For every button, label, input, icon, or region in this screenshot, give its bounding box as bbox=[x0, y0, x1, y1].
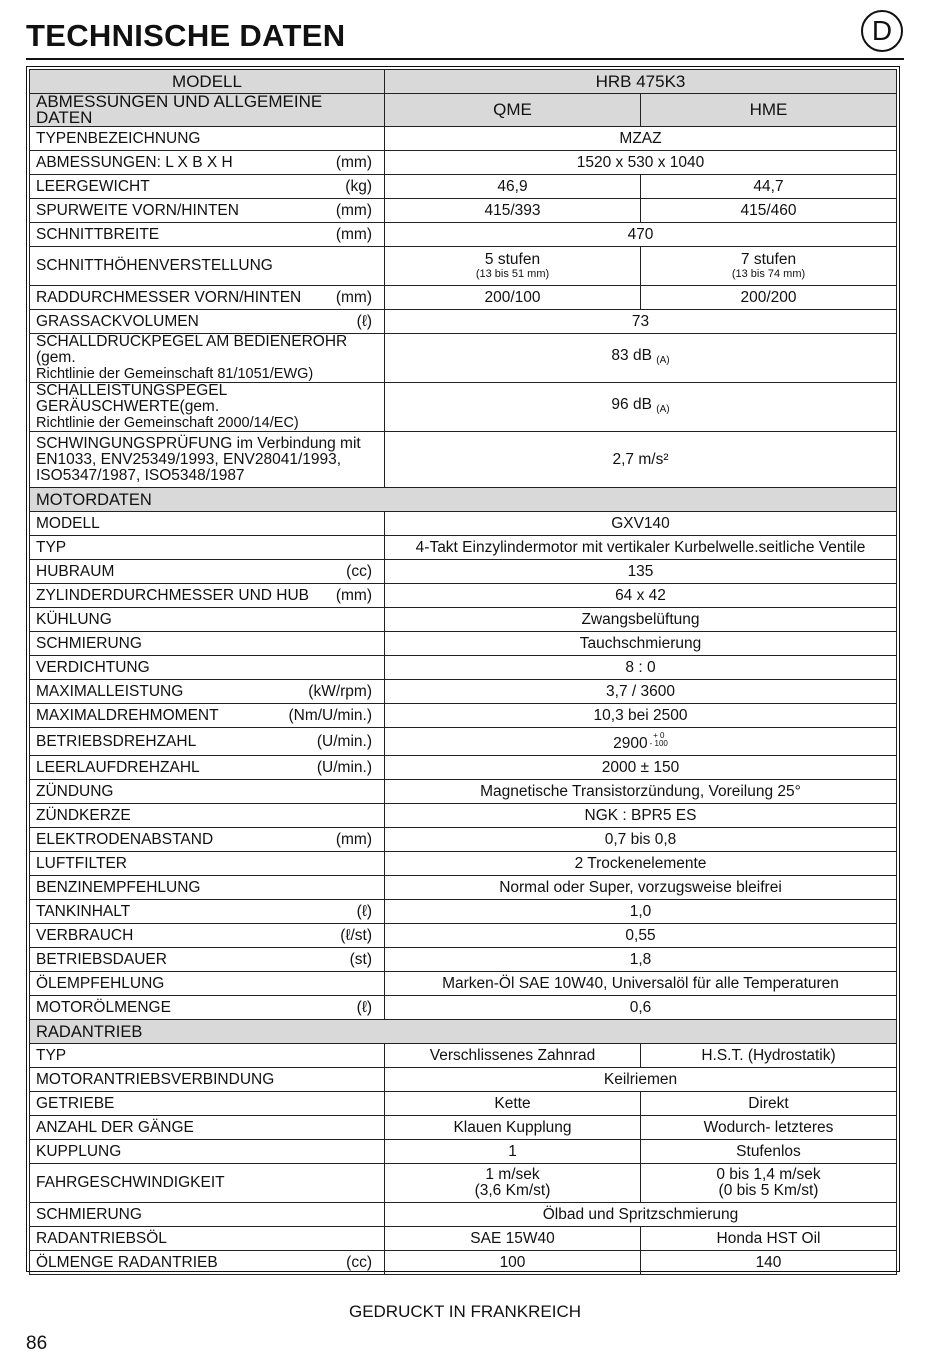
row-label: ABMESSUNGEN: L X B X H bbox=[36, 153, 233, 171]
row-value: 2,7 m/s² bbox=[385, 432, 897, 488]
row-value-unit: (A) bbox=[656, 403, 670, 415]
row-label-sub: Richtlinie der Gemeinschaft 81/1051/EWG) bbox=[36, 366, 314, 382]
row-label: TYPENBEZEICHNUNG bbox=[30, 127, 385, 151]
table-row bbox=[30, 1140, 897, 1164]
row-unit: (cc) bbox=[346, 562, 372, 580]
row-value: 73 bbox=[385, 310, 897, 334]
table-row bbox=[30, 972, 897, 996]
row-value-qme: Kette bbox=[385, 1092, 641, 1116]
row-value-qme-sub: (3,6 Km/st) bbox=[474, 1182, 551, 1199]
row-value-qme: 1 bbox=[385, 1140, 641, 1164]
row-label: TANKINHALT bbox=[36, 902, 131, 920]
row-label: GRASSACKVOLUMEN bbox=[36, 312, 199, 330]
row-label: SCHMIERUNG bbox=[36, 634, 142, 652]
row-value: 8 : 0 bbox=[385, 656, 897, 680]
row-value: 3,7 / 3600 bbox=[385, 680, 897, 704]
row-label: LEERGEWICHT bbox=[36, 177, 150, 195]
row-label: TYP bbox=[30, 1044, 385, 1068]
spec-table bbox=[29, 69, 897, 1275]
row-label: ELEKTRODENABSTAND bbox=[36, 830, 214, 848]
tolerance-minus: - 100 bbox=[649, 738, 668, 748]
row-subvalue-hme: (13 bis 74 mm) bbox=[731, 268, 806, 280]
row-label: SCHWINGUNGSPRÜFUNG im Verbindung mit bbox=[36, 434, 361, 452]
table-row bbox=[30, 223, 897, 247]
row-label: SCHNITTHÖHENVERSTELLUNG bbox=[30, 247, 385, 286]
table-row bbox=[30, 175, 897, 199]
row-label: SCHNITTBREITE bbox=[36, 225, 160, 243]
row-value: 0,7 bis 0,8 bbox=[385, 828, 897, 852]
row-value: Magnetische Transistorzündung, Voreilung 25° bbox=[385, 780, 897, 804]
table-row bbox=[30, 1092, 897, 1116]
table-row bbox=[30, 780, 897, 804]
table-row bbox=[30, 852, 897, 876]
table-row bbox=[30, 1068, 897, 1092]
column-hme: HME bbox=[641, 94, 897, 127]
motor-rows-2 bbox=[30, 756, 897, 1020]
table-row bbox=[30, 127, 897, 151]
table-row bbox=[30, 383, 897, 432]
row-value: 2900 bbox=[613, 734, 648, 752]
section-motor-label: MOTORDATEN bbox=[30, 488, 897, 512]
row-value: 10,3 bei 2500 bbox=[385, 704, 897, 728]
table-row bbox=[30, 199, 897, 223]
row-value: NGK : BPR5 ES bbox=[385, 804, 897, 828]
table-subheader-row bbox=[30, 94, 897, 127]
header-modell-value: HRB 475K3 bbox=[385, 70, 897, 94]
row-value: 83 dB bbox=[611, 346, 652, 364]
row-unit: (kg) bbox=[345, 177, 372, 195]
row-value-hme: 140 bbox=[641, 1251, 897, 1275]
row-value: 470 bbox=[385, 223, 897, 247]
row-subvalue-qme: (13 bis 51 mm) bbox=[475, 268, 550, 280]
row-label: SCHMIERUNG bbox=[30, 1203, 385, 1227]
table-row bbox=[30, 828, 897, 852]
row-value-hme: 44,7 bbox=[641, 175, 897, 199]
row-value: 2000 ± 150 bbox=[385, 756, 897, 780]
row-value-hme: Direkt bbox=[641, 1092, 897, 1116]
table-row bbox=[30, 680, 897, 704]
table-row bbox=[30, 334, 897, 383]
row-label: LEERLAUFDREHZAHL bbox=[36, 758, 200, 776]
table-row bbox=[30, 536, 897, 560]
row-unit: (mm) bbox=[335, 201, 372, 219]
row-value-unit: (A) bbox=[656, 354, 670, 366]
page-title: TECHNISCHE DATEN bbox=[26, 18, 346, 53]
row-label: SCHALLEISTUNGSPEGEL GERÄUSCHWERTE(gem. bbox=[36, 382, 227, 415]
table-row bbox=[30, 247, 897, 286]
row-label-sub: Richtlinie der Gemeinschaft 2000/14/EC) bbox=[36, 415, 299, 431]
table-row bbox=[30, 512, 897, 536]
row-label: ZÜNDKERZE bbox=[36, 806, 131, 824]
row-label: BETRIEBSDREHZAHL bbox=[36, 732, 197, 750]
table-row bbox=[30, 310, 897, 334]
section-row-motor bbox=[30, 488, 897, 512]
row-unit: (mm) bbox=[335, 830, 372, 848]
table-row bbox=[30, 948, 897, 972]
section-row-drive bbox=[30, 1020, 897, 1044]
table-row bbox=[30, 1227, 897, 1251]
table-row bbox=[30, 656, 897, 680]
table-row bbox=[30, 756, 897, 780]
language-badge: D bbox=[861, 10, 903, 52]
row-label: FAHRGESCHWINDIGKEIT bbox=[30, 1164, 385, 1203]
table-row bbox=[30, 632, 897, 656]
footer-printed-in: GEDRUCKT IN FRANKREICH bbox=[348, 1302, 582, 1321]
row-label: MOTORÖLMENGE bbox=[36, 998, 171, 1016]
row-label: ZYLINDERDURCHMESSER UND HUB bbox=[36, 586, 309, 604]
row-unit: (Nm/U/min.) bbox=[288, 706, 372, 724]
row-value: 4-Takt Einzylindermotor mit vertikaler Kurbelwelle.seitliche Ventile bbox=[385, 536, 897, 560]
table-row bbox=[30, 996, 897, 1020]
row-label-line2: EN1033, ENV25349/1993, ENV28041/1993, bbox=[36, 450, 342, 468]
row-unit: (kW/rpm) bbox=[308, 682, 372, 700]
spec-table-frame bbox=[26, 66, 900, 1272]
row-value-hme: 7 stufen bbox=[740, 251, 797, 268]
row-value-hme: H.S.T. (Hydrostatik) bbox=[641, 1044, 897, 1068]
header-modell-label: MODELL bbox=[30, 70, 385, 94]
row-label: BETRIEBSDAUER bbox=[36, 950, 167, 968]
row-value-qme: Verschlissenes Zahnrad bbox=[385, 1044, 641, 1068]
row-value: 0,6 bbox=[385, 996, 897, 1020]
row-label: MODELL bbox=[36, 514, 100, 532]
row-unit: (mm) bbox=[335, 225, 372, 243]
motor-rows bbox=[30, 512, 897, 728]
row-unit: (U/min.) bbox=[316, 732, 372, 750]
row-label: VERDICHTUNG bbox=[36, 658, 150, 676]
row-unit: (mm) bbox=[335, 288, 372, 306]
table-row bbox=[30, 1251, 897, 1275]
page-number: 86 bbox=[26, 1333, 48, 1354]
table-row bbox=[30, 704, 897, 728]
row-label: RADANTRIEBSÖL bbox=[30, 1227, 385, 1251]
row-unit: (mm) bbox=[335, 153, 372, 171]
row-label: MAXIMALLEISTUNG bbox=[36, 682, 184, 700]
row-unit: (cc) bbox=[346, 1253, 372, 1271]
row-label: RADDURCHMESSER VORN/HINTEN bbox=[36, 288, 302, 306]
table-row bbox=[30, 924, 897, 948]
table-row bbox=[30, 584, 897, 608]
table-row bbox=[30, 1116, 897, 1140]
table-header-row bbox=[30, 70, 897, 94]
row-value-hme-sub: (0 bis 5 Km/st) bbox=[718, 1182, 819, 1199]
row-unit: (ℓ) bbox=[356, 902, 372, 920]
table-row bbox=[30, 1164, 897, 1203]
section-general-label: ABMESSUNGEN UND ALLGEMEINE DATEN bbox=[30, 94, 385, 127]
row-value-hme: 200/200 bbox=[641, 286, 897, 310]
row-label: SCHALLDRUCKPEGEL AM BEDIENEROHR (gem. bbox=[36, 333, 348, 366]
table-row bbox=[30, 1044, 897, 1068]
table-row bbox=[30, 560, 897, 584]
table-row bbox=[30, 804, 897, 828]
row-value-hme: Honda HST Oil bbox=[641, 1227, 897, 1251]
row-value: Normal oder Super, vorzugsweise bleifrei bbox=[385, 876, 897, 900]
table-row bbox=[30, 286, 897, 310]
row-value: 1,0 bbox=[385, 900, 897, 924]
row-label: HUBRAUM bbox=[36, 562, 115, 580]
row-value: 0,55 bbox=[385, 924, 897, 948]
row-value-qme: 1 m/sek bbox=[485, 1166, 540, 1183]
row-value: 1,8 bbox=[385, 948, 897, 972]
row-unit: (mm) bbox=[335, 586, 372, 604]
row-value: 1520 x 530 x 1040 bbox=[385, 151, 897, 175]
row-unit: (ℓ/st) bbox=[340, 926, 372, 944]
row-value: GXV140 bbox=[385, 512, 897, 536]
row-value-hme: Wodurch- letzteres bbox=[641, 1116, 897, 1140]
row-unit: (ℓ) bbox=[356, 312, 372, 330]
row-label: LUFTFILTER bbox=[36, 854, 127, 872]
row-unit: (ℓ) bbox=[356, 998, 372, 1016]
row-value: 2 Trockenelemente bbox=[385, 852, 897, 876]
row-value: 64 x 42 bbox=[385, 584, 897, 608]
row-value: Tauchschmierung bbox=[385, 632, 897, 656]
table-row bbox=[30, 432, 897, 488]
row-label: ANZAHL DER GÄNGE bbox=[30, 1116, 385, 1140]
row-value: Zwangsbelüftung bbox=[385, 608, 897, 632]
row-label-line3: ISO5347/1987, ISO5348/1987 bbox=[36, 466, 245, 484]
row-value: 96 dB bbox=[611, 395, 652, 413]
row-unit: (st) bbox=[349, 950, 372, 968]
table-row bbox=[30, 608, 897, 632]
row-value-qme: 46,9 bbox=[385, 175, 641, 199]
row-value-hme: Stufenlos bbox=[641, 1140, 897, 1164]
row-value-qme: SAE 15W40 bbox=[385, 1227, 641, 1251]
table-row bbox=[30, 1203, 897, 1227]
row-value: MZAZ bbox=[385, 127, 897, 151]
row-label: BENZINEMPFEHLUNG bbox=[36, 878, 201, 896]
row-label: MAXIMALDREHMOMENT bbox=[36, 706, 219, 724]
row-label: KÜHLUNG bbox=[36, 610, 112, 628]
table-row bbox=[30, 728, 897, 756]
row-unit: (U/min.) bbox=[316, 758, 372, 776]
row-value: Ölbad und Spritzschmierung bbox=[385, 1203, 897, 1227]
row-value-qme: 415/393 bbox=[385, 199, 641, 223]
row-value: 135 bbox=[385, 560, 897, 584]
tolerance-plus: + 0 bbox=[653, 730, 665, 740]
row-label: VERBRAUCH bbox=[36, 926, 134, 944]
table-row bbox=[30, 900, 897, 924]
table-row bbox=[30, 876, 897, 900]
row-value: Marken-Öl SAE 10W40, Universalöl für alle Temperaturen bbox=[385, 972, 897, 996]
row-value-qme: 200/100 bbox=[385, 286, 641, 310]
row-label: GETRIEBE bbox=[30, 1092, 385, 1116]
table-row bbox=[30, 151, 897, 175]
row-value-hme: 415/460 bbox=[641, 199, 897, 223]
row-label: KUPPLUNG bbox=[30, 1140, 385, 1164]
section-drive-label: RADANTRIEB bbox=[30, 1020, 897, 1044]
row-label: SPURWEITE VORN/HINTEN bbox=[36, 201, 239, 219]
row-value: Keilriemen bbox=[385, 1068, 897, 1092]
row-value-hme: 0 bis 1,4 m/sek bbox=[716, 1166, 821, 1183]
row-value-qme: 100 bbox=[385, 1251, 641, 1275]
row-label: ZÜNDUNG bbox=[36, 782, 114, 800]
title-rule bbox=[26, 58, 904, 60]
row-value-qme: 5 stufen bbox=[484, 251, 541, 268]
row-label: ÖLEMPFEHLUNG bbox=[36, 974, 165, 992]
row-label: ÖLMENGE RADANTRIEB bbox=[36, 1253, 218, 1271]
row-value-qme: Klauen Kupplung bbox=[385, 1116, 641, 1140]
column-qme: QME bbox=[385, 94, 641, 127]
row-label: TYP bbox=[36, 538, 67, 556]
row-label: MOTORANTRIEBSVERBINDUNG bbox=[30, 1068, 385, 1092]
